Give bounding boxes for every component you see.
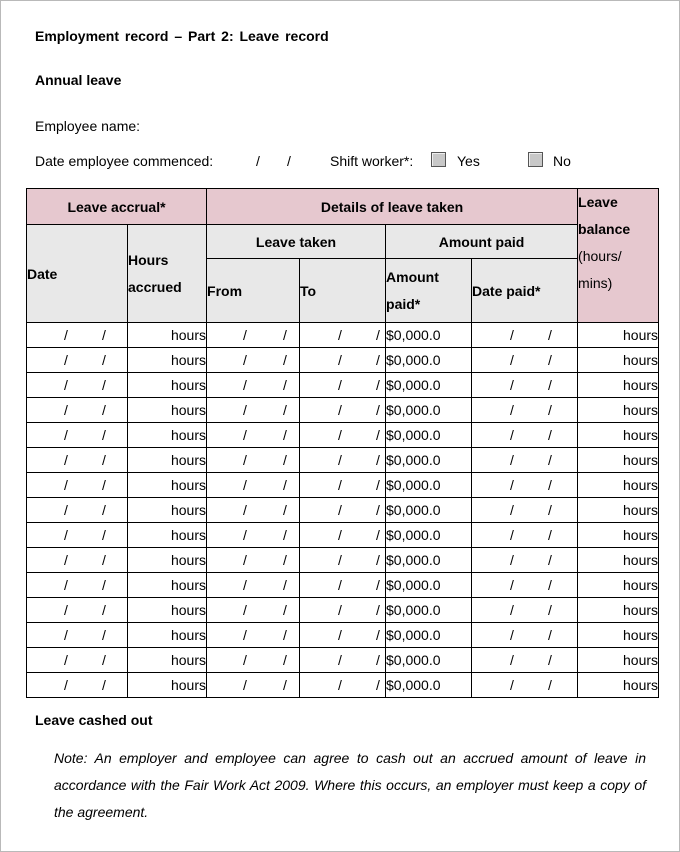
date-cell[interactable] [300,523,386,548]
amount-paid-cell[interactable]: $0,000.0 [386,323,472,348]
date-cell[interactable] [27,648,128,673]
amount-paid-header [386,259,472,323]
leave-row [27,673,659,698]
details-leave-taken-header: Details of leave taken [207,189,578,225]
date-separator: / [510,502,514,518]
date-cell[interactable] [207,523,300,548]
date-separator: / [283,602,287,618]
hours-accrued-cell[interactable]: hours [128,398,207,423]
date-separator: / [376,652,380,668]
leave-balance-header [578,189,659,323]
date-commenced-label: Date employee commenced: [35,153,214,169]
hours-accrued-cell[interactable]: hours [128,448,207,473]
shift-worker-label: Shift worker*: [330,153,414,169]
date-separator: / [64,577,68,593]
date-separator: / [338,677,342,693]
leave-row [27,498,659,523]
date-separator: / [64,502,68,518]
date-separator: / [64,627,68,643]
leave-balance-line: (hours/ [578,248,622,264]
date-separator: / [548,652,552,668]
date-separator: / [338,377,342,393]
leave-balance-line: mins) [578,275,613,291]
date-separator: / [243,677,247,693]
hours-accrued-cell[interactable]: hours [128,548,207,573]
date-cell[interactable] [27,473,128,498]
date-cell[interactable] [300,373,386,398]
date-separator: / [283,627,287,643]
date-separator: / [64,527,68,543]
date-separator: / [338,652,342,668]
shift-yes-checkbox[interactable] [431,152,446,167]
date-cell[interactable] [300,498,386,523]
date-separator: / [64,552,68,568]
date-cell[interactable] [472,423,578,448]
date-cell[interactable] [300,648,386,673]
leave-balance-cell[interactable]: hours [578,673,659,698]
to-header: To [300,259,386,323]
shift-no-checkbox[interactable] [528,152,543,167]
date-separator: / [102,527,106,543]
date-separator: / [243,502,247,518]
hours-accrued-cell[interactable]: hours [128,648,207,673]
date-separator: / [243,627,247,643]
date-separator: / [510,352,514,368]
date-cell[interactable] [207,573,300,598]
date-cell[interactable] [300,673,386,698]
leave-balance-cell[interactable]: hours [578,548,659,573]
hours-accrued-cell[interactable]: hours [128,423,207,448]
date-separator: / [548,577,552,593]
date-separator: / [338,327,342,343]
date-separator: / [338,627,342,643]
date-separator: / [283,677,287,693]
amount-paid-cell[interactable]: $0,000.0 [386,448,472,473]
leave-taken-header: Leave taken [207,225,386,259]
date-cell[interactable] [472,498,578,523]
leave-balance-cell[interactable]: hours [578,373,659,398]
date-separator: / [510,327,514,343]
shift-yes-label: Yes [457,153,480,169]
hours-accrued-cell[interactable]: hours [128,523,207,548]
date-separator: / [548,377,552,393]
leave-cashed-out-heading: Leave cashed out [35,712,153,728]
date-cell[interactable] [207,398,300,423]
date-paid-header: Date paid* [472,259,578,323]
date-cell[interactable] [207,648,300,673]
date-separator: / [510,652,514,668]
date-cell[interactable] [207,498,300,523]
date-cell[interactable] [472,398,578,423]
date-separator: / [510,552,514,568]
date-cell[interactable] [472,573,578,598]
leave-accrual-header: Leave accrual* [27,189,207,225]
date-separator: / [64,377,68,393]
date-cell[interactable] [472,323,578,348]
amount-paid-line: Amount [386,268,439,285]
date-cell[interactable] [300,398,386,423]
leave-row [27,523,659,548]
date-separator: / [510,477,514,493]
date-cell[interactable] [300,323,386,348]
amount-paid-cell[interactable]: $0,000.0 [386,673,472,698]
date-separator: / [548,627,552,643]
leave-balance-cell[interactable]: hours [578,598,659,623]
date-separator: / [64,452,68,468]
date-separator: / [283,652,287,668]
date-cell[interactable] [207,473,300,498]
hours-accrued-cell[interactable]: hours [128,673,207,698]
from-header: From [207,259,300,323]
date-separator: / [287,153,291,169]
date-separator: / [376,502,380,518]
leave-balance-cell[interactable]: hours [578,498,659,523]
date-separator: / [510,377,514,393]
leave-row [27,348,659,373]
date-separator: / [283,402,287,418]
date-separator: / [283,377,287,393]
date-cell[interactable] [207,623,300,648]
date-separator: / [283,577,287,593]
date-separator: / [243,552,247,568]
leave-row [27,323,659,348]
leave-balance-cell[interactable]: hours [578,323,659,348]
leave-balance-line: Leave [578,194,618,210]
date-separator: / [102,402,106,418]
date-separator: / [338,477,342,493]
date-separator: / [102,452,106,468]
document-title: Employment record – Part 2: Leave record [35,28,329,44]
date-separator: / [376,352,380,368]
date-cell[interactable] [300,423,386,448]
date-cell[interactable] [27,348,128,373]
cash-out-note: Note: An employer and employee can agree to cash out an accrued amount of leave in accordance with the Fair Work Act 2009. Where this occurs, an employer must keep a copy of the agreement. [54,750,646,820]
leave-balance-cell[interactable]: hours [578,573,659,598]
date-cell[interactable] [27,423,128,448]
date-cell[interactable] [27,323,128,348]
date-separator: / [243,377,247,393]
amount-paid-cell[interactable]: $0,000.0 [386,473,472,498]
date-separator: / [376,327,380,343]
date-cell[interactable] [472,548,578,573]
amount-paid-cell[interactable]: $0,000.0 [386,398,472,423]
date-separator: / [283,427,287,443]
amount-paid-group-header: Amount paid [386,225,578,259]
date-separator: / [548,352,552,368]
hours-accrued-header [128,225,207,323]
leave-balance-cell[interactable]: hours [578,448,659,473]
leave-row [27,573,659,598]
date-cell[interactable] [27,448,128,473]
date-separator: / [243,327,247,343]
date-separator: / [243,477,247,493]
amount-paid-cell[interactable]: $0,000.0 [386,623,472,648]
date-separator: / [102,477,106,493]
date-separator: / [510,427,514,443]
date-separator: / [376,627,380,643]
date-separator: / [102,377,106,393]
date-separator: / [102,652,106,668]
hours-accrued-cell[interactable]: hours [128,598,207,623]
leave-row [27,423,659,448]
date-separator: / [64,402,68,418]
date-separator: / [548,527,552,543]
date-separator: / [64,327,68,343]
leave-record-table [26,188,659,698]
hours-accrued-cell[interactable]: hours [128,373,207,398]
date-separator: / [243,652,247,668]
date-separator: / [102,627,106,643]
date-separator: / [338,402,342,418]
section-heading: Annual leave [35,72,122,88]
amount-paid-cell[interactable]: $0,000.0 [386,423,472,448]
date-separator: / [376,577,380,593]
date-cell[interactable] [207,598,300,623]
date-cell[interactable] [207,323,300,348]
date-cell[interactable] [472,448,578,473]
leave-row [27,648,659,673]
date-separator: / [243,352,247,368]
date-cell[interactable] [472,648,578,673]
date-separator: / [64,477,68,493]
date-cell[interactable] [472,673,578,698]
amount-paid-cell[interactable]: $0,000.0 [386,348,472,373]
leave-rows [27,323,659,698]
date-cell[interactable] [300,448,386,473]
date-separator: / [102,677,106,693]
date-separator: / [283,452,287,468]
leave-balance-cell[interactable]: hours [578,623,659,648]
amount-paid-line: paid* [386,295,421,312]
date-separator: / [376,377,380,393]
date-separator: / [376,452,380,468]
hours-accrued-cell[interactable]: hours [128,348,207,373]
date-separator: / [102,552,106,568]
date-cell[interactable] [472,623,578,648]
leave-balance-cell[interactable]: hours [578,473,659,498]
date-separator: / [243,427,247,443]
date-separator: / [376,427,380,443]
date-separator: / [548,677,552,693]
date-separator: / [338,577,342,593]
date-separator: / [256,153,260,169]
date-separator: / [548,452,552,468]
date-separator: / [102,327,106,343]
date-cell[interactable] [27,398,128,423]
leave-row [27,373,659,398]
date-separator: / [338,427,342,443]
amount-paid-cell[interactable]: $0,000.0 [386,498,472,523]
date-separator: / [102,602,106,618]
date-cell[interactable] [207,348,300,373]
leave-balance-cell[interactable]: hours [578,423,659,448]
date-separator: / [338,502,342,518]
date-separator: / [283,477,287,493]
date-separator: / [548,477,552,493]
date-separator: / [64,652,68,668]
hours-accrued-cell[interactable]: hours [128,573,207,598]
hours-accrued-line: accrued [128,278,182,295]
date-separator: / [102,352,106,368]
date-cell[interactable] [207,373,300,398]
amount-paid-cell[interactable]: $0,000.0 [386,548,472,573]
leave-balance-cell[interactable]: hours [578,398,659,423]
date-separator: / [548,602,552,618]
date-separator: / [64,352,68,368]
date-separator: / [510,527,514,543]
date-cell[interactable] [27,498,128,523]
date-separator: / [548,427,552,443]
date-cell[interactable] [207,423,300,448]
date-separator: / [338,452,342,468]
hours-accrued-cell[interactable]: hours [128,498,207,523]
date-separator: / [376,527,380,543]
date-cell[interactable] [27,573,128,598]
leave-balance-cell[interactable]: hours [578,523,659,548]
date-separator: / [243,602,247,618]
leave-row [27,598,659,623]
leave-row [27,623,659,648]
date-separator: / [283,352,287,368]
date-separator: / [283,552,287,568]
date-separator: / [283,527,287,543]
date-cell[interactable] [300,348,386,373]
hours-accrued-cell[interactable]: hours [128,323,207,348]
date-cell[interactable] [472,523,578,548]
leave-balance-cell[interactable]: hours [578,348,659,373]
date-separator: / [510,627,514,643]
date-separator: / [283,502,287,518]
date-separator: / [64,602,68,618]
date-cell[interactable] [207,548,300,573]
date-cell[interactable] [300,623,386,648]
date-cell[interactable] [27,373,128,398]
date-separator: / [510,577,514,593]
date-separator: / [64,427,68,443]
date-cell[interactable] [300,548,386,573]
date-cell[interactable] [27,623,128,648]
date-cell[interactable] [300,598,386,623]
date-header: Date [27,225,128,323]
date-separator: / [338,602,342,618]
leave-row [27,548,659,573]
date-separator: / [102,577,106,593]
employee-name-label: Employee name: [35,118,141,134]
date-separator: / [510,402,514,418]
date-separator: / [283,327,287,343]
date-separator: / [102,502,106,518]
date-cell[interactable] [472,598,578,623]
date-separator: / [102,427,106,443]
leave-row [27,398,659,423]
date-separator: / [338,527,342,543]
hours-accrued-line: Hours [128,251,169,268]
date-separator: / [243,402,247,418]
amount-paid-cell[interactable]: $0,000.0 [386,648,472,673]
date-separator: / [510,677,514,693]
leave-balance-line: balance [578,221,631,237]
date-cell[interactable] [472,373,578,398]
date-cell[interactable] [207,673,300,698]
leave-row [27,473,659,498]
date-separator: / [243,527,247,543]
leave-balance-cell[interactable]: hours [578,648,659,673]
date-separator: / [376,402,380,418]
hours-accrued-cell[interactable]: hours [128,473,207,498]
date-separator: / [338,552,342,568]
hours-accrued-cell[interactable]: hours [128,623,207,648]
leave-row [27,448,659,473]
date-separator: / [548,402,552,418]
amount-paid-cell[interactable]: $0,000.0 [386,598,472,623]
date-cell[interactable] [300,573,386,598]
date-separator: / [243,452,247,468]
date-separator: / [376,602,380,618]
date-cell[interactable] [300,473,386,498]
date-separator: / [338,352,342,368]
date-separator: / [510,452,514,468]
date-cell[interactable] [27,548,128,573]
date-separator: / [376,477,380,493]
date-separator: / [64,677,68,693]
date-separator: / [376,677,380,693]
date-separator: / [243,577,247,593]
amount-paid-cell[interactable]: $0,000.0 [386,523,472,548]
amount-paid-cell[interactable]: $0,000.0 [386,373,472,398]
date-separator: / [510,602,514,618]
date-cell[interactable] [27,673,128,698]
shift-no-label: No [553,153,571,169]
date-cell[interactable] [27,523,128,548]
date-cell[interactable] [472,348,578,373]
date-separator: / [376,552,380,568]
date-cell[interactable] [27,598,128,623]
date-separator: / [548,327,552,343]
date-cell[interactable] [472,473,578,498]
date-separator: / [548,552,552,568]
amount-paid-cell[interactable]: $0,000.0 [386,573,472,598]
date-cell[interactable] [207,448,300,473]
date-separator: / [548,502,552,518]
